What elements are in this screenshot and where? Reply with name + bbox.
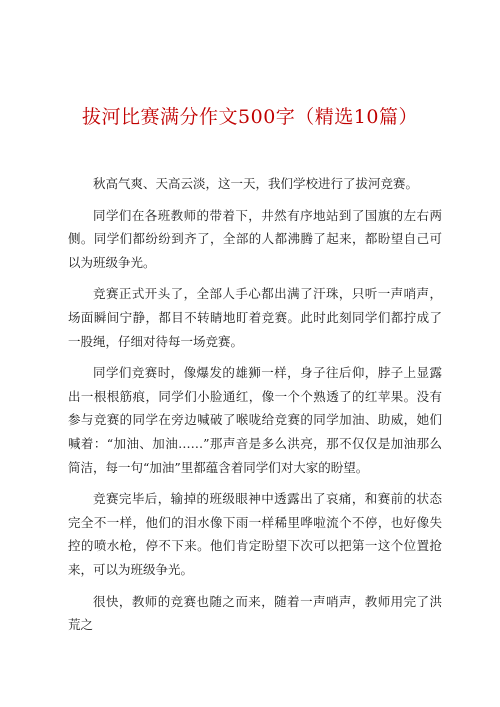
document-title: 拔河比赛满分作文500字（精选10篇） bbox=[82, 106, 418, 128]
paragraph-3: 竞赛正式开头了，全部人手心都出满了汗珠，只听一声哨声，场面瞬间宁静，都目不转睛地盯着竞赛。此时此刻同学们都拧成了一股绳，仔细对待每一场竞赛。 bbox=[68, 286, 442, 349]
paragraph-4: 同学们竞赛时，像爆发的雄狮一样，身子往后仰，脖子上显露出一根根筋痕，同学们小脸通红，像一个个熟透了的红苹果。没有参与竞赛的同学在旁边喊破了喉咙给竞赛的同学加油、助威，她们喊着：“加油、加油……”那声音是多么洪亮，那不仅仅是加油那么简洁，每一句“加油”里都蕴含着同学们对大家的盼望。 bbox=[68, 365, 442, 475]
paragraph-6: 很快，教师的竞赛也随之而来，随着一声哨声，教师用完了洪荒之 bbox=[68, 593, 442, 633]
paragraph-5: 竞赛完毕后，输掉的班级眼神中透露出了哀痛，和赛前的状态完全不一样，他们的泪水像下雨一样稀里哗啦流个不停，也好像失控的喷水枪，停不下来。他们肯定盼望下次可以把第一这个位置抢来，可以为班级争光。 bbox=[68, 491, 442, 577]
paragraph-2: 同学们在各班教师的带着下，井然有序地站到了国旗的左右两侧。同学们都纷纷到齐了，全部的人都沸腾了起来，都盼望自己可以为班级争光。 bbox=[68, 207, 442, 270]
document-body bbox=[68, 172, 442, 645]
paragraph-1: 秋高气爽、天高云淡，这一天，我们学校进行了拔河竞赛。 bbox=[93, 176, 419, 191]
